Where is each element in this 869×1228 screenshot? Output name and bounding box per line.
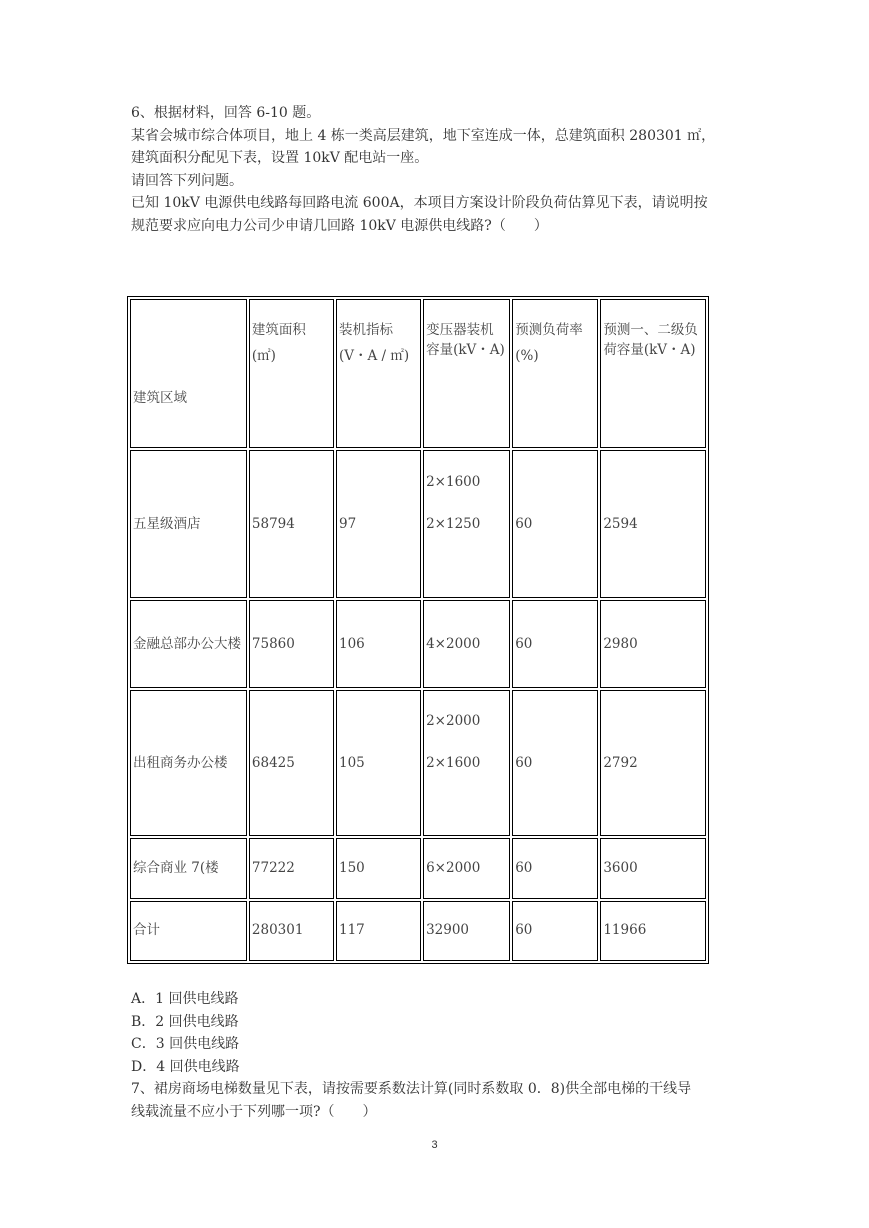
question-7-text — [131, 1078, 761, 1123]
option-d: D．4 回供电线路 — [131, 1058, 240, 1075]
answer-options — [131, 988, 761, 1078]
table-row — [130, 690, 706, 837]
table-row — [130, 450, 706, 599]
cell-index: 117 — [336, 901, 421, 961]
option-c: C．3 回供电线路 — [131, 1036, 240, 1052]
header-cell-rate: 预测负荷率 (%) — [512, 299, 598, 448]
table-total-row — [130, 901, 706, 961]
cell-region: 出租商务办公楼 — [130, 690, 247, 837]
cell-region: 综合商业 7(楼 — [130, 838, 247, 898]
cell-area: 68425 — [249, 690, 334, 837]
cell-transformer: 32900 — [423, 901, 510, 961]
cell-index: 105 — [336, 690, 421, 837]
q6-line: 规范要求应向电力公司少申请几回路 10kV 电源供电线路?（ ） — [131, 217, 548, 234]
option-b: B．2 回供电线路 — [131, 1013, 239, 1030]
cell-area: 77222 — [249, 838, 334, 898]
cell-transformer: 6×2000 — [423, 838, 510, 898]
table-row — [130, 600, 706, 687]
cell-area: 75860 — [249, 600, 334, 687]
cell-index: 97 — [336, 450, 421, 599]
cell-transformer: 2×2000 2×1600 — [423, 690, 510, 837]
cell-transformer: 2×1600 2×1250 — [423, 450, 510, 599]
page-number: 3 — [431, 1139, 438, 1151]
option-a: A．1 回供电线路 — [131, 991, 239, 1007]
cell-transformer: 4×2000 — [423, 600, 510, 687]
cell-region: 五星级酒店 — [130, 450, 247, 599]
cell-capacity: 2594 — [600, 450, 706, 599]
table-row — [130, 838, 706, 898]
q7-line: 线载流量不应小于下列哪一项?（ ） — [131, 1103, 377, 1120]
cell-area: 280301 — [249, 901, 334, 961]
cell-rate: 60 — [512, 838, 598, 898]
cell-capacity: 11966 — [600, 901, 706, 961]
cell-area: 58794 — [249, 450, 334, 599]
q6-line: 请回答下列问题。 — [131, 172, 243, 189]
cell-capacity: 3600 — [600, 838, 706, 898]
header-cell-region: 建筑区域 — [130, 299, 247, 448]
cell-rate: 60 — [512, 901, 598, 961]
q6-line: 建筑面积分配见下表，设置 10kV 配电站一座。 — [131, 150, 429, 166]
cell-index: 150 — [336, 838, 421, 898]
header-cell-area: 建筑面积 (㎡) — [249, 299, 334, 448]
q6-line: 6、根据材料，回答 6-10 题。 — [131, 105, 321, 121]
q7-line: 7、裙房商场电梯数量见下表，请按需要系数法计算(同时系数取 0．8)供全部电梯的干线导 — [131, 1081, 692, 1097]
cell-rate: 60 — [512, 690, 598, 837]
question-6-text — [131, 102, 761, 237]
cell-region: 金融总部办公大楼 — [130, 600, 247, 687]
q6-line: 某省会城市综合体项目，地上 4 栋一类高层建筑，地下室连成一体，总建筑面积 280301 ㎡， — [131, 127, 716, 144]
table-header-row — [130, 299, 706, 448]
cell-region: 合计 — [130, 901, 247, 961]
cell-rate: 60 — [512, 450, 598, 599]
header-cell-capacity: 预测一、二级负 荷容量(kV・A) — [600, 299, 706, 448]
cell-rate: 60 — [512, 600, 598, 687]
load-estimate-table — [127, 296, 709, 964]
header-cell-transformer: 变压器装机 容量(kV・A) — [423, 299, 510, 448]
cell-capacity: 2792 — [600, 690, 706, 837]
cell-index: 106 — [336, 600, 421, 687]
header-cell-index: 装机指标 (V・A / ㎡) — [336, 299, 421, 448]
q6-line: 已知 10kV 电源供电线路每回路电流 600A，本项目方案设计阶段负荷估算见下表，请说明按 — [131, 195, 708, 211]
cell-capacity: 2980 — [600, 600, 706, 687]
